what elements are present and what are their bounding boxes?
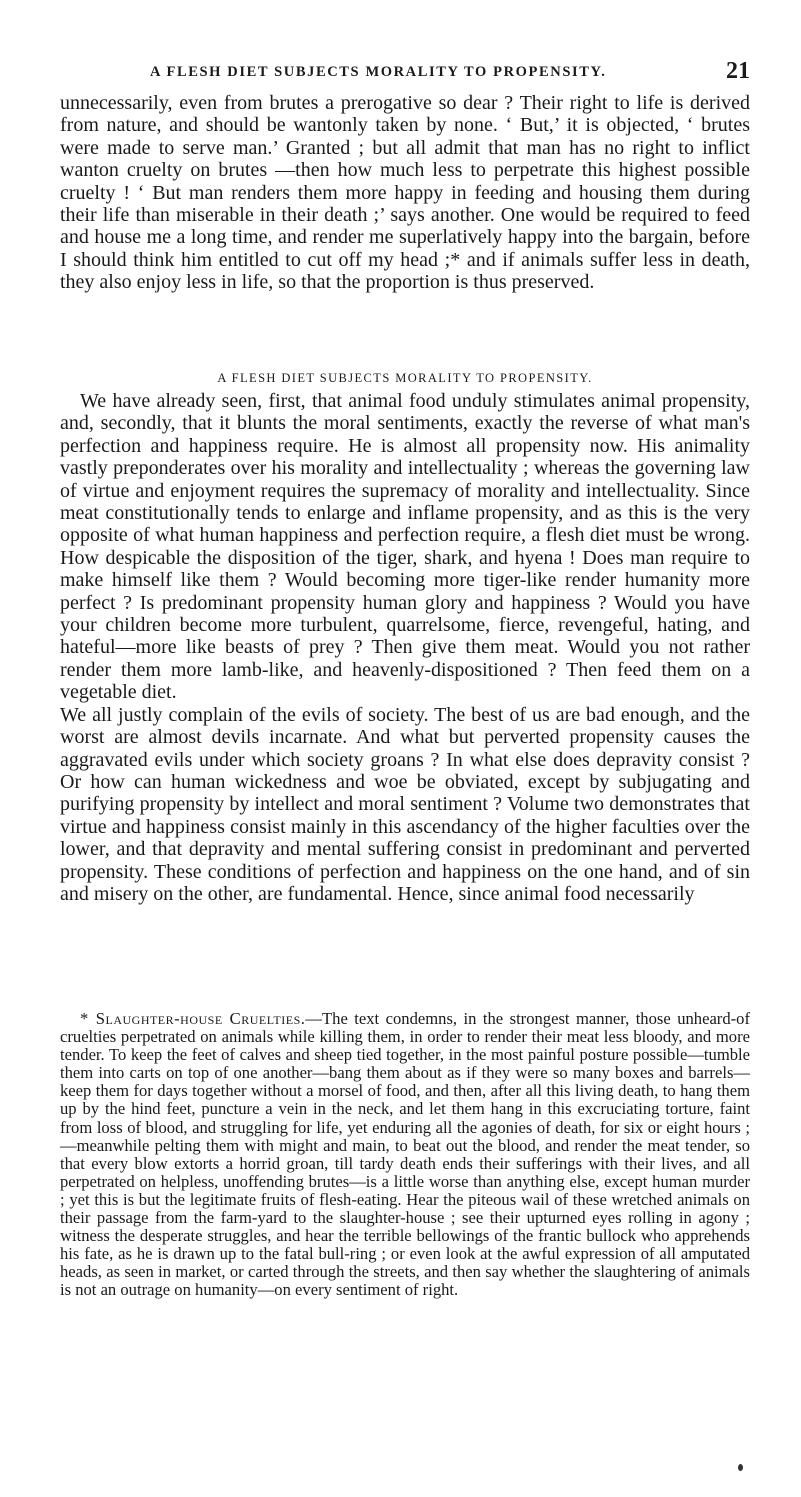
running-head xyxy=(60,58,750,92)
paragraph-1: unnecessarily, even from brutes a prerogative so dear ? Their right to life is derived from nature, and should be wantonly taken by none. ‘ But,’ it is objected, ‘ brutes were made to serve man.’ Granted ; but all admit that man has no right to inflict wanton cruelty on brutes —then how much less to perpetrate this highest possible cruelty ! ‘ But man renders them more happy in feeding and housing them during their life than miserable in their death ;’ says another. One would be required to feed and house me a long time, and render me superlatively happy into the bargain, before I should think him entitled to cut off my head ;* and if animals suffer less in death, they also enjoy less in life, so that the proportion is thus preserved. xyxy=(60,92,750,294)
page-number: 21 xyxy=(726,58,750,84)
running-title: A FLESH DIET SUBJECTS MORALITY TO PROPENSITY. xyxy=(150,64,607,80)
ink-dot xyxy=(738,1464,743,1471)
section-heading: A FLESH DIET SUBJECTS MORALITY TO PROPENSITY. xyxy=(217,371,593,385)
footnote-text: —The text condemns, in the strongest manner, those unheard-of cruelties perpetrated on animals while killing them, in order to render their meat less bloody, and more tender. To keep the feet of calves and sheep tied together, in the most painful posture possible—tumble them into carts on top of one another—bang them about as if they were so many boxes and barrels—keep them for days together without a morsel of food, and then, after all this living death, to hang them up by the hind feet, puncture a vein in the neck, and let them hang in this excruciating torture, faint from loss of blood, and struggling for life, yet enduring all the agonies of death, for six or eight hours ;—meanwhile pelting them with might and main, to beat out the blood, and render the meat tender, so that every blow extorts a horrid groan, till tardy death ends their sufferings with their lives, and all perpetrated on helpless, unoffending brutes—is a little worse than anything else, except human murder ; yet this is but the legitimate fruits of flesh-eating. Hear the piteous wail of these wretched animals on their passage from the farm-yard to the slaughter-house ; see their upturned eyes rolling in agony ; witness the desperate struggles, and hear the terrible bellowings of the frantic bullock who apprehends his fate, as he is drawn up to the fatal bull-ring ; or even look at the awful expression of all amputated heads, as seen in market, or carted through the streets, and then say whether the slaughtering of animals is not an outrage on humanity—on every sentiment of right. xyxy=(60,1009,750,1300)
paragraph-group xyxy=(60,390,750,905)
footnote xyxy=(60,1010,750,1300)
footnote-lead: * Slaughter-house Cruelties. xyxy=(80,1009,306,1028)
paragraph-3: We all justly complain of the evils of society. The best of us are bad enough, and the worst are almost devils incarnate. And what but perverted propensity causes the aggravated evils under which society groans ? In what else does depravity consist ? Or how can human wickedness and woe be obviated, except by subjugating and purifying propensity by intellect and moral sentiment ? Volume two demonstrates that virtue and happiness consist mainly in this ascendancy of the higher faculties over the lower, and that depravity and mental suffering consist in predominant and perverted propensity. These conditions of perfection and happiness on the one hand, and of sin and misery on the other, are fundamental. Hence, since animal food necessarily xyxy=(60,703,750,905)
paragraph-2: We have already seen, first, that animal food unduly stimulates animal propensity, and, secondly, that it blunts the moral sentiments, exactly the reverse of what man's perfection and happiness require. He is almost all propensity now. His animality vastly preponderates over his morality and intellectuality ; whereas the governing law of virtue and enjoyment requires the supremacy of morality and intellectuality. Since meat constitutionally tends to enlarge and inflame propensity, and as this is the very opposite of what human happiness and perfection require, a flesh diet must be wrong. How despicable the disposition of the tiger, shark, and hyena ! Does man require to make himself like them ? Would becoming more tiger-like render humanity more perfect ? Is predominant propensity human glory and happiness ? Would you have your children become more turbulent, quarrelsome, fierce, revengeful, hating, and hateful—more like beasts of prey ? Then give them meat. Would you not rather render them more lamb-like, and heavenly-dispositioned ? Then feed them on a vegetable diet. xyxy=(60,390,750,704)
